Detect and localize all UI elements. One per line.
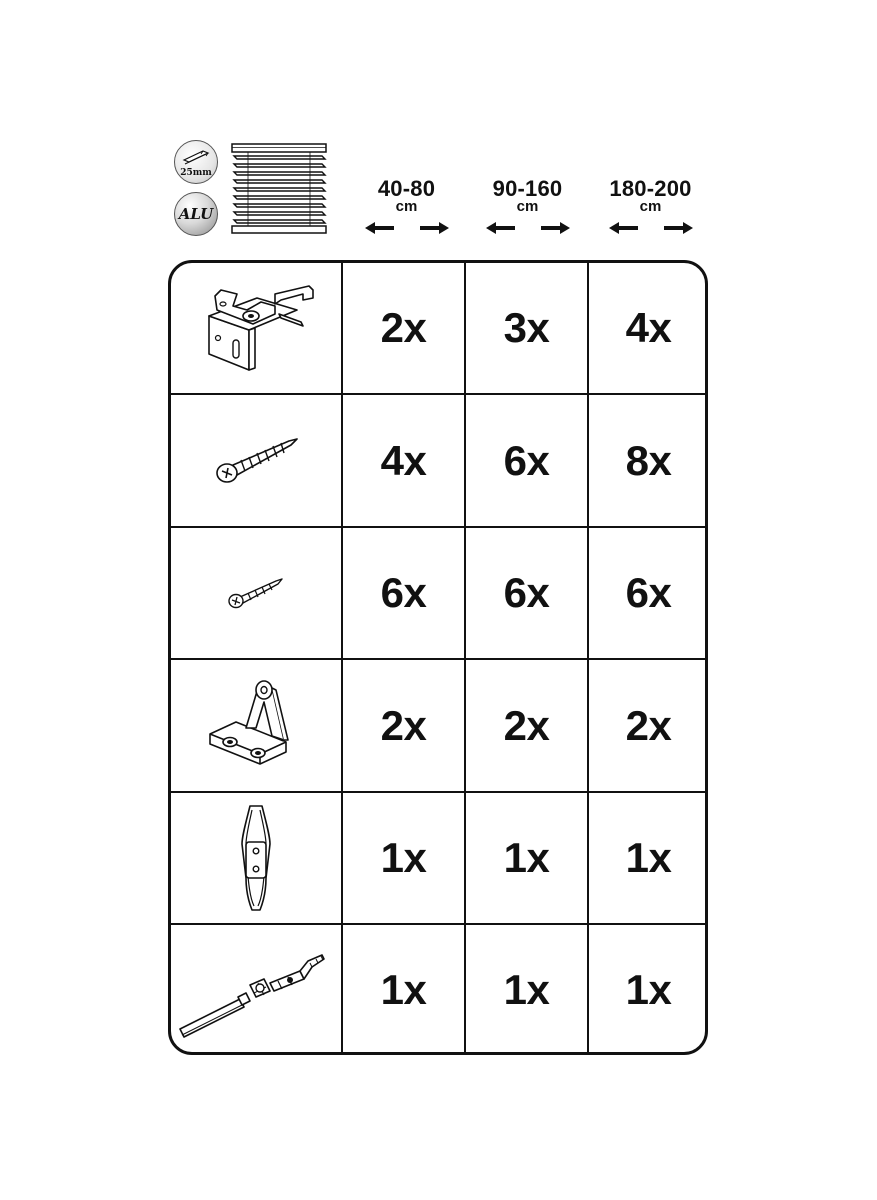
size-header-small xyxy=(345,178,468,237)
part-cell xyxy=(171,395,341,526)
quantity-cell xyxy=(466,660,587,791)
quantity-value: 6x xyxy=(503,436,550,484)
size-unit: cm xyxy=(395,198,418,215)
quantity-value: 1x xyxy=(380,834,427,881)
quantity-value: 1x xyxy=(503,834,550,881)
part-cell xyxy=(171,528,341,658)
width-arrows-icon xyxy=(363,219,451,237)
quantity-value: 1x xyxy=(625,966,672,1013)
quantity-cell xyxy=(466,925,587,1055)
bottom-bracket-icon xyxy=(206,678,306,774)
width-arrows-icon xyxy=(484,219,572,237)
part-cell xyxy=(171,793,341,923)
part-cell xyxy=(171,925,341,1055)
slat-width-badge xyxy=(174,140,218,184)
quantity-cell xyxy=(466,793,587,923)
quantity-value: 1x xyxy=(503,966,550,1013)
size-range: 90-160 xyxy=(492,176,563,201)
quantity-cell xyxy=(589,395,708,526)
quantity-value: 8x xyxy=(625,436,672,484)
parts-quantity-table xyxy=(168,260,708,1055)
wand-connector-icon xyxy=(178,935,334,1045)
spacer-clip-icon xyxy=(236,802,276,914)
quantity-value: 2x xyxy=(625,701,672,749)
part-cell xyxy=(171,263,341,393)
quantity-value: 6x xyxy=(625,569,672,616)
slat-width-label: 25mm xyxy=(180,168,212,178)
large-screw-icon xyxy=(211,431,301,491)
quantity-cell xyxy=(343,660,464,791)
quantity-cell xyxy=(589,793,708,923)
quantity-cell xyxy=(589,528,708,658)
size-header-large xyxy=(589,178,712,237)
quantity-cell xyxy=(343,263,464,393)
quantity-value: 6x xyxy=(503,569,550,616)
quantity-value: 4x xyxy=(625,304,672,351)
quantity-cell xyxy=(589,925,708,1055)
quantity-value: 4x xyxy=(380,436,427,484)
quantity-value: 2x xyxy=(503,701,550,749)
quantity-cell xyxy=(589,660,708,791)
size-unit: cm xyxy=(639,198,662,215)
width-arrows-icon xyxy=(607,219,695,237)
quantity-value: 1x xyxy=(380,966,427,1013)
quantity-cell xyxy=(343,925,464,1055)
small-screw-icon xyxy=(226,573,286,613)
part-cell xyxy=(171,660,341,791)
material-label: ALU xyxy=(178,205,214,223)
quantity-cell xyxy=(466,395,587,526)
quantity-cell xyxy=(343,793,464,923)
quantity-value: 3x xyxy=(503,304,550,351)
quantity-value: 2x xyxy=(380,701,427,749)
quantity-value: 6x xyxy=(380,569,427,616)
quantity-cell xyxy=(466,263,587,393)
venetian-blind-icon xyxy=(230,142,328,236)
quantity-cell xyxy=(343,395,464,526)
quantity-cell xyxy=(589,263,708,393)
quantity-cell xyxy=(466,528,587,658)
size-range: 40-80 xyxy=(377,176,436,201)
quantity-value: 2x xyxy=(380,304,427,351)
quantity-cell xyxy=(343,528,464,658)
quantity-value: 1x xyxy=(625,834,672,881)
size-header-medium xyxy=(466,178,589,237)
size-unit: cm xyxy=(516,198,539,215)
mounting-bracket-icon xyxy=(191,280,321,376)
size-range: 180-200 xyxy=(609,176,692,201)
material-badge xyxy=(174,192,218,236)
